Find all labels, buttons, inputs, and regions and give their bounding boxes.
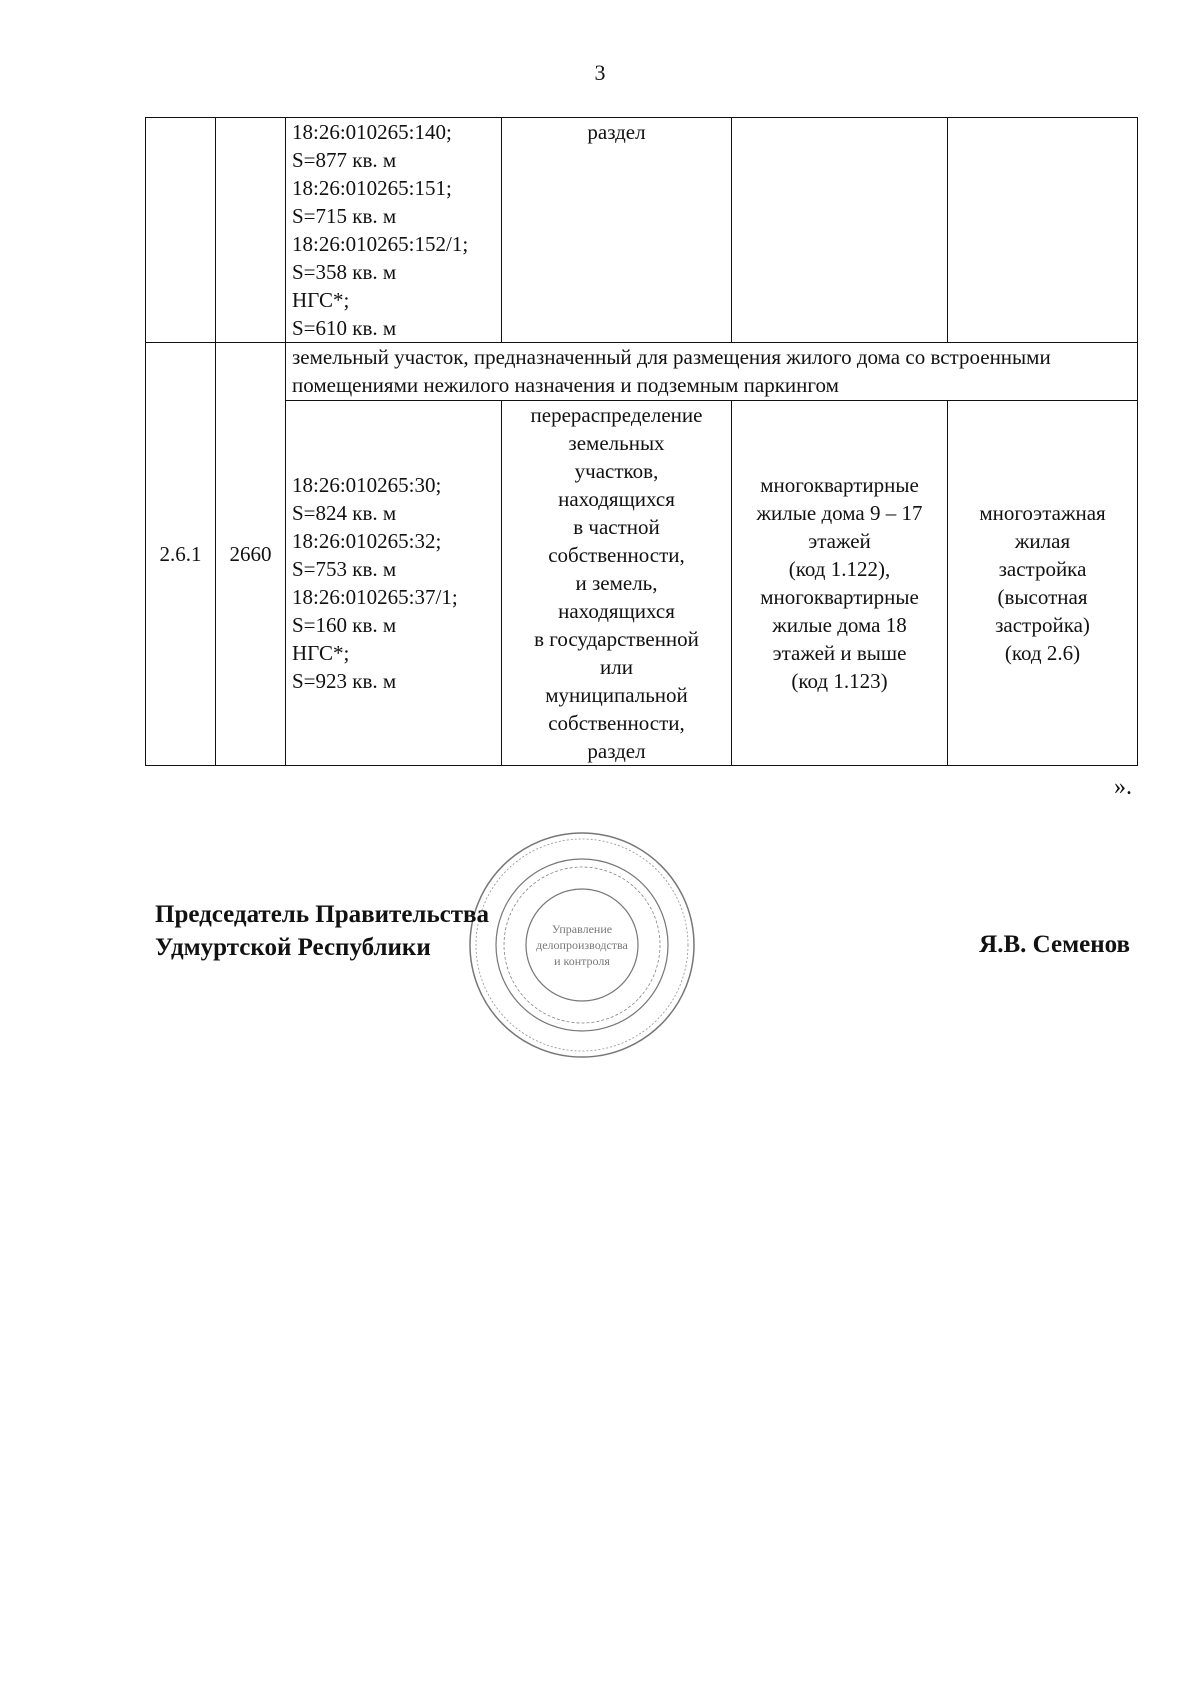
use-line: жилые дома 18 <box>772 613 907 637</box>
method-line: раздел <box>587 739 646 763</box>
method-line: в государственной <box>534 627 699 651</box>
parcel-line: S=923 кв. м <box>292 669 397 693</box>
plot-description: земельный участок, предназначенный для размещения жилого дома со встроенными помещениями нежилого назначения и подземным паркингом <box>292 345 1051 397</box>
parcel-line: S=715 кв. м <box>292 204 397 228</box>
plot-description-cell <box>286 343 1138 401</box>
seal-text-line: и контроля <box>554 954 610 968</box>
parcel-line: S=160 кв. м <box>292 613 397 637</box>
zone-line: застройка) <box>995 613 1090 637</box>
zone-line: застройка <box>998 557 1087 581</box>
parcel-line: S=877 кв. м <box>292 148 397 172</box>
zone-cell <box>948 118 1138 343</box>
parcel-line: 18:26:010265:140; <box>292 120 452 144</box>
method-line: и земель, <box>575 571 658 595</box>
zone-line: (высотная <box>997 585 1088 609</box>
seal-text-line: Управление <box>551 922 613 936</box>
parcel-line: 18:26:010265:37/1; <box>292 585 458 609</box>
method-line: перераспределение <box>530 403 703 427</box>
method-line: находящихся <box>558 599 675 623</box>
land-plots-table <box>145 117 1138 766</box>
use-line: этажей <box>808 529 871 553</box>
zone-line: жилая <box>1014 529 1071 553</box>
method-line: в частной <box>573 515 660 539</box>
use-line: многоквартирные <box>760 585 919 609</box>
parcel-line: S=610 кв. м <box>292 316 397 340</box>
parcel-line: НГС*; <box>292 288 350 312</box>
signatory-title <box>155 898 489 964</box>
row-number-cell <box>146 118 216 343</box>
page-number: 3 <box>594 60 606 85</box>
zone-cell <box>948 401 1138 766</box>
permitted-use-cell <box>732 401 948 766</box>
method-line: собственности, <box>548 543 685 567</box>
method-line: находящихся <box>558 487 675 511</box>
method-line: участков, <box>574 459 659 483</box>
closing-quote: ». <box>1114 774 1132 800</box>
zone-line: многоэтажная <box>979 501 1106 525</box>
method-line: собственности, <box>548 711 685 735</box>
signatory-name: Я.В. Семенов <box>979 931 1130 958</box>
use-line: многоквартирные <box>760 473 919 497</box>
use-line: (код 1.122), <box>788 557 891 581</box>
use-line: жилые дома 9 – 17 <box>756 501 923 525</box>
permitted-use-cell <box>732 118 948 343</box>
area-cell <box>216 118 286 343</box>
parcel-line: 18:26:010265:152/1; <box>292 232 469 256</box>
parcel-line: 18:26:010265:30; <box>292 473 442 497</box>
table-row <box>146 401 1138 766</box>
signatory-title-line: Председатель Правительства <box>155 901 490 928</box>
parcel-line: S=358 кв. м <box>292 260 397 284</box>
table-row <box>146 118 1138 343</box>
parcel-line: S=824 кв. м <box>292 501 397 525</box>
signatory-title-line: Удмуртской Республики <box>155 934 431 961</box>
formation-method-cell <box>502 401 732 766</box>
table-row <box>146 343 1138 401</box>
use-line: (код 1.123) <box>791 669 888 693</box>
seal-text-line: делопроизводства <box>536 938 628 952</box>
parcel-line: НГС*; <box>292 641 350 665</box>
parcels-cell <box>286 401 502 766</box>
parcels-cell <box>286 118 502 343</box>
parcel-line: S=753 кв. м <box>292 557 397 581</box>
official-seal <box>462 825 702 1065</box>
method-line: раздел <box>587 120 646 144</box>
formation-method-cell <box>502 118 732 343</box>
area-cell: 2660 <box>216 343 286 766</box>
zone-line: (код 2.6) <box>1004 641 1081 665</box>
method-line: муниципальной <box>545 683 688 707</box>
use-line: этажей и выше <box>772 641 907 665</box>
parcel-line: 18:26:010265:32; <box>292 529 442 553</box>
parcel-line: 18:26:010265:151; <box>292 176 452 200</box>
row-number-cell: 2.6.1 <box>146 343 216 766</box>
method-line: земельных <box>568 431 665 455</box>
method-line: или <box>600 655 633 679</box>
